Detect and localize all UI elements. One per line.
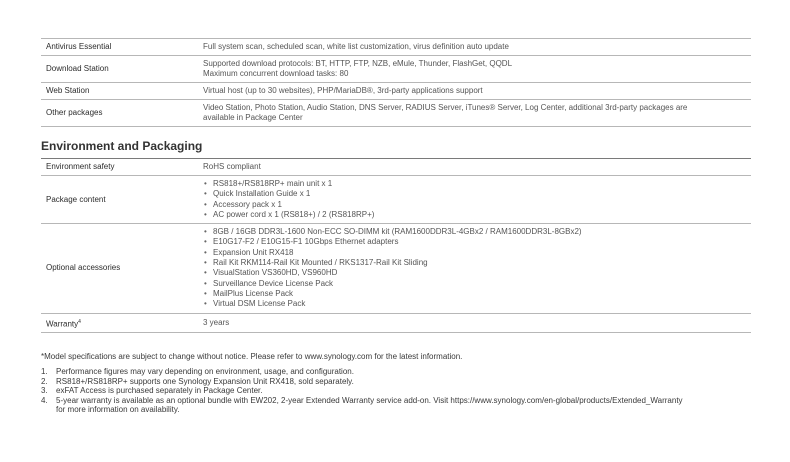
list-item: • VisualStation VS360HD, VS960HD: [203, 268, 751, 278]
row-label-other-packages: Other packages: [41, 100, 193, 127]
footnote-line: for more information on availability.: [56, 405, 180, 415]
footnotes-list: [41, 367, 761, 415]
environment-spec-table: [41, 158, 751, 333]
table-row: [41, 100, 751, 127]
row-value-other-packages: [193, 100, 751, 127]
software-spec-table: [41, 38, 751, 127]
footnote-number: 1.: [41, 367, 48, 376]
list-item: • Surveillance Device License Pack: [203, 279, 751, 289]
table-row: [41, 39, 751, 56]
list-item: • Expansion Unit RX418: [203, 248, 751, 258]
footnote-item: [41, 367, 761, 377]
table-row: [41, 313, 751, 333]
row-value-warranty: 3 years: [193, 313, 751, 333]
row-value-package-content: [193, 176, 751, 224]
list-item: • Rail Kit RKM114-Rail Kit Mounted / RKS1317-Rail Kit Sliding: [203, 258, 751, 268]
optional-accessories-list: [203, 227, 751, 309]
section-title-environment: Environment and Packaging: [41, 139, 203, 153]
table-row: [41, 83, 751, 100]
list-item: • AC power cord x 1 (RS818+) / 2 (RS818RP+): [203, 210, 751, 220]
row-label-web-station: Web Station: [41, 83, 193, 100]
footnote-number: 4.: [41, 395, 48, 405]
row-value-download-station: [193, 56, 751, 83]
list-item: • Virtual DSM License Pack: [203, 299, 751, 309]
table-row: [41, 159, 751, 176]
list-item: • RS818+/RS818RP+ main unit x 1: [203, 179, 751, 189]
row-label-antivirus: Antivirus Essential: [41, 39, 193, 56]
disclaimer-text: *Model specifications are subject to change without notice. Please refer to www.synology.com for the latest information.: [41, 352, 463, 361]
row-value-environment-safety: RoHS compliant: [193, 159, 751, 176]
value-line: Maximum concurrent download tasks: 80: [203, 69, 349, 78]
footnote-text: RS818+/RS818RP+ supports one Synology Expansion Unit RX418, sold separately.: [56, 376, 354, 386]
row-label-download-station: Download Station: [41, 56, 193, 83]
table-row: [41, 56, 751, 83]
row-value-antivirus: Full system scan, scheduled scan, white list customization, virus definition auto update: [193, 39, 751, 56]
row-label-optional-accessories: Optional accessories: [41, 224, 193, 313]
list-item: • E10G17-F2 / E10G15-F1 10Gbps Ethernet adapters: [203, 237, 751, 247]
footnote-number: 3.: [41, 386, 48, 396]
footnote-item: [41, 386, 761, 396]
footnote-item: [41, 377, 761, 387]
list-item: • Quick Installation Guide x 1: [203, 189, 751, 199]
footnote-ref: 4: [78, 318, 81, 325]
row-label-package-content: Package content: [41, 176, 193, 224]
footnote-number: 2.: [41, 376, 48, 386]
footnote-item: [41, 396, 761, 415]
footnote-text: Performance figures may vary depending on environment, usage, and configuration.: [56, 367, 354, 376]
warranty-label-text: Warranty: [46, 319, 79, 329]
list-item: • Accessory pack x 1: [203, 200, 751, 210]
value-line: Video Station, Photo Station, Audio Station, DNS Server, RADIUS Server, iTunes® Server, Log Center, additional 3rd-party packages are: [203, 103, 688, 112]
table-row: [41, 176, 751, 224]
footnote-line: 5-year warranty is available as an optional bundle with EW202, 2-year Extended Warranty service add-on. Visit https://www.synology.com/en-global/products/Extended_Warranty: [56, 395, 683, 405]
package-content-list: [203, 179, 751, 220]
table-row: [41, 224, 751, 313]
list-item: • 8GB / 16GB DDR3L-1600 Non-ECC SO-DIMM kit (RAM1600DDR3L-4GBx2 / RAM1600DDR3L-8GBx2): [203, 227, 751, 237]
row-label-warranty: [41, 313, 193, 333]
row-value-optional-accessories: [193, 224, 751, 313]
value-line: Supported download protocols: BT, HTTP, FTP, NZB, eMule, Thunder, FlashGet, QQDL: [203, 59, 513, 68]
footnote-text-block: [56, 396, 683, 415]
row-value-web-station: Virtual host (up to 30 websites), PHP/MariaDB®, 3rd-party applications support: [193, 83, 751, 100]
list-item: • MailPlus License Pack: [203, 289, 751, 299]
footnote-text: exFAT Access is purchased separately in Package Center.: [56, 386, 263, 396]
value-line: available in Package Center: [203, 113, 303, 122]
row-label-environment-safety: Environment safety: [41, 159, 193, 176]
